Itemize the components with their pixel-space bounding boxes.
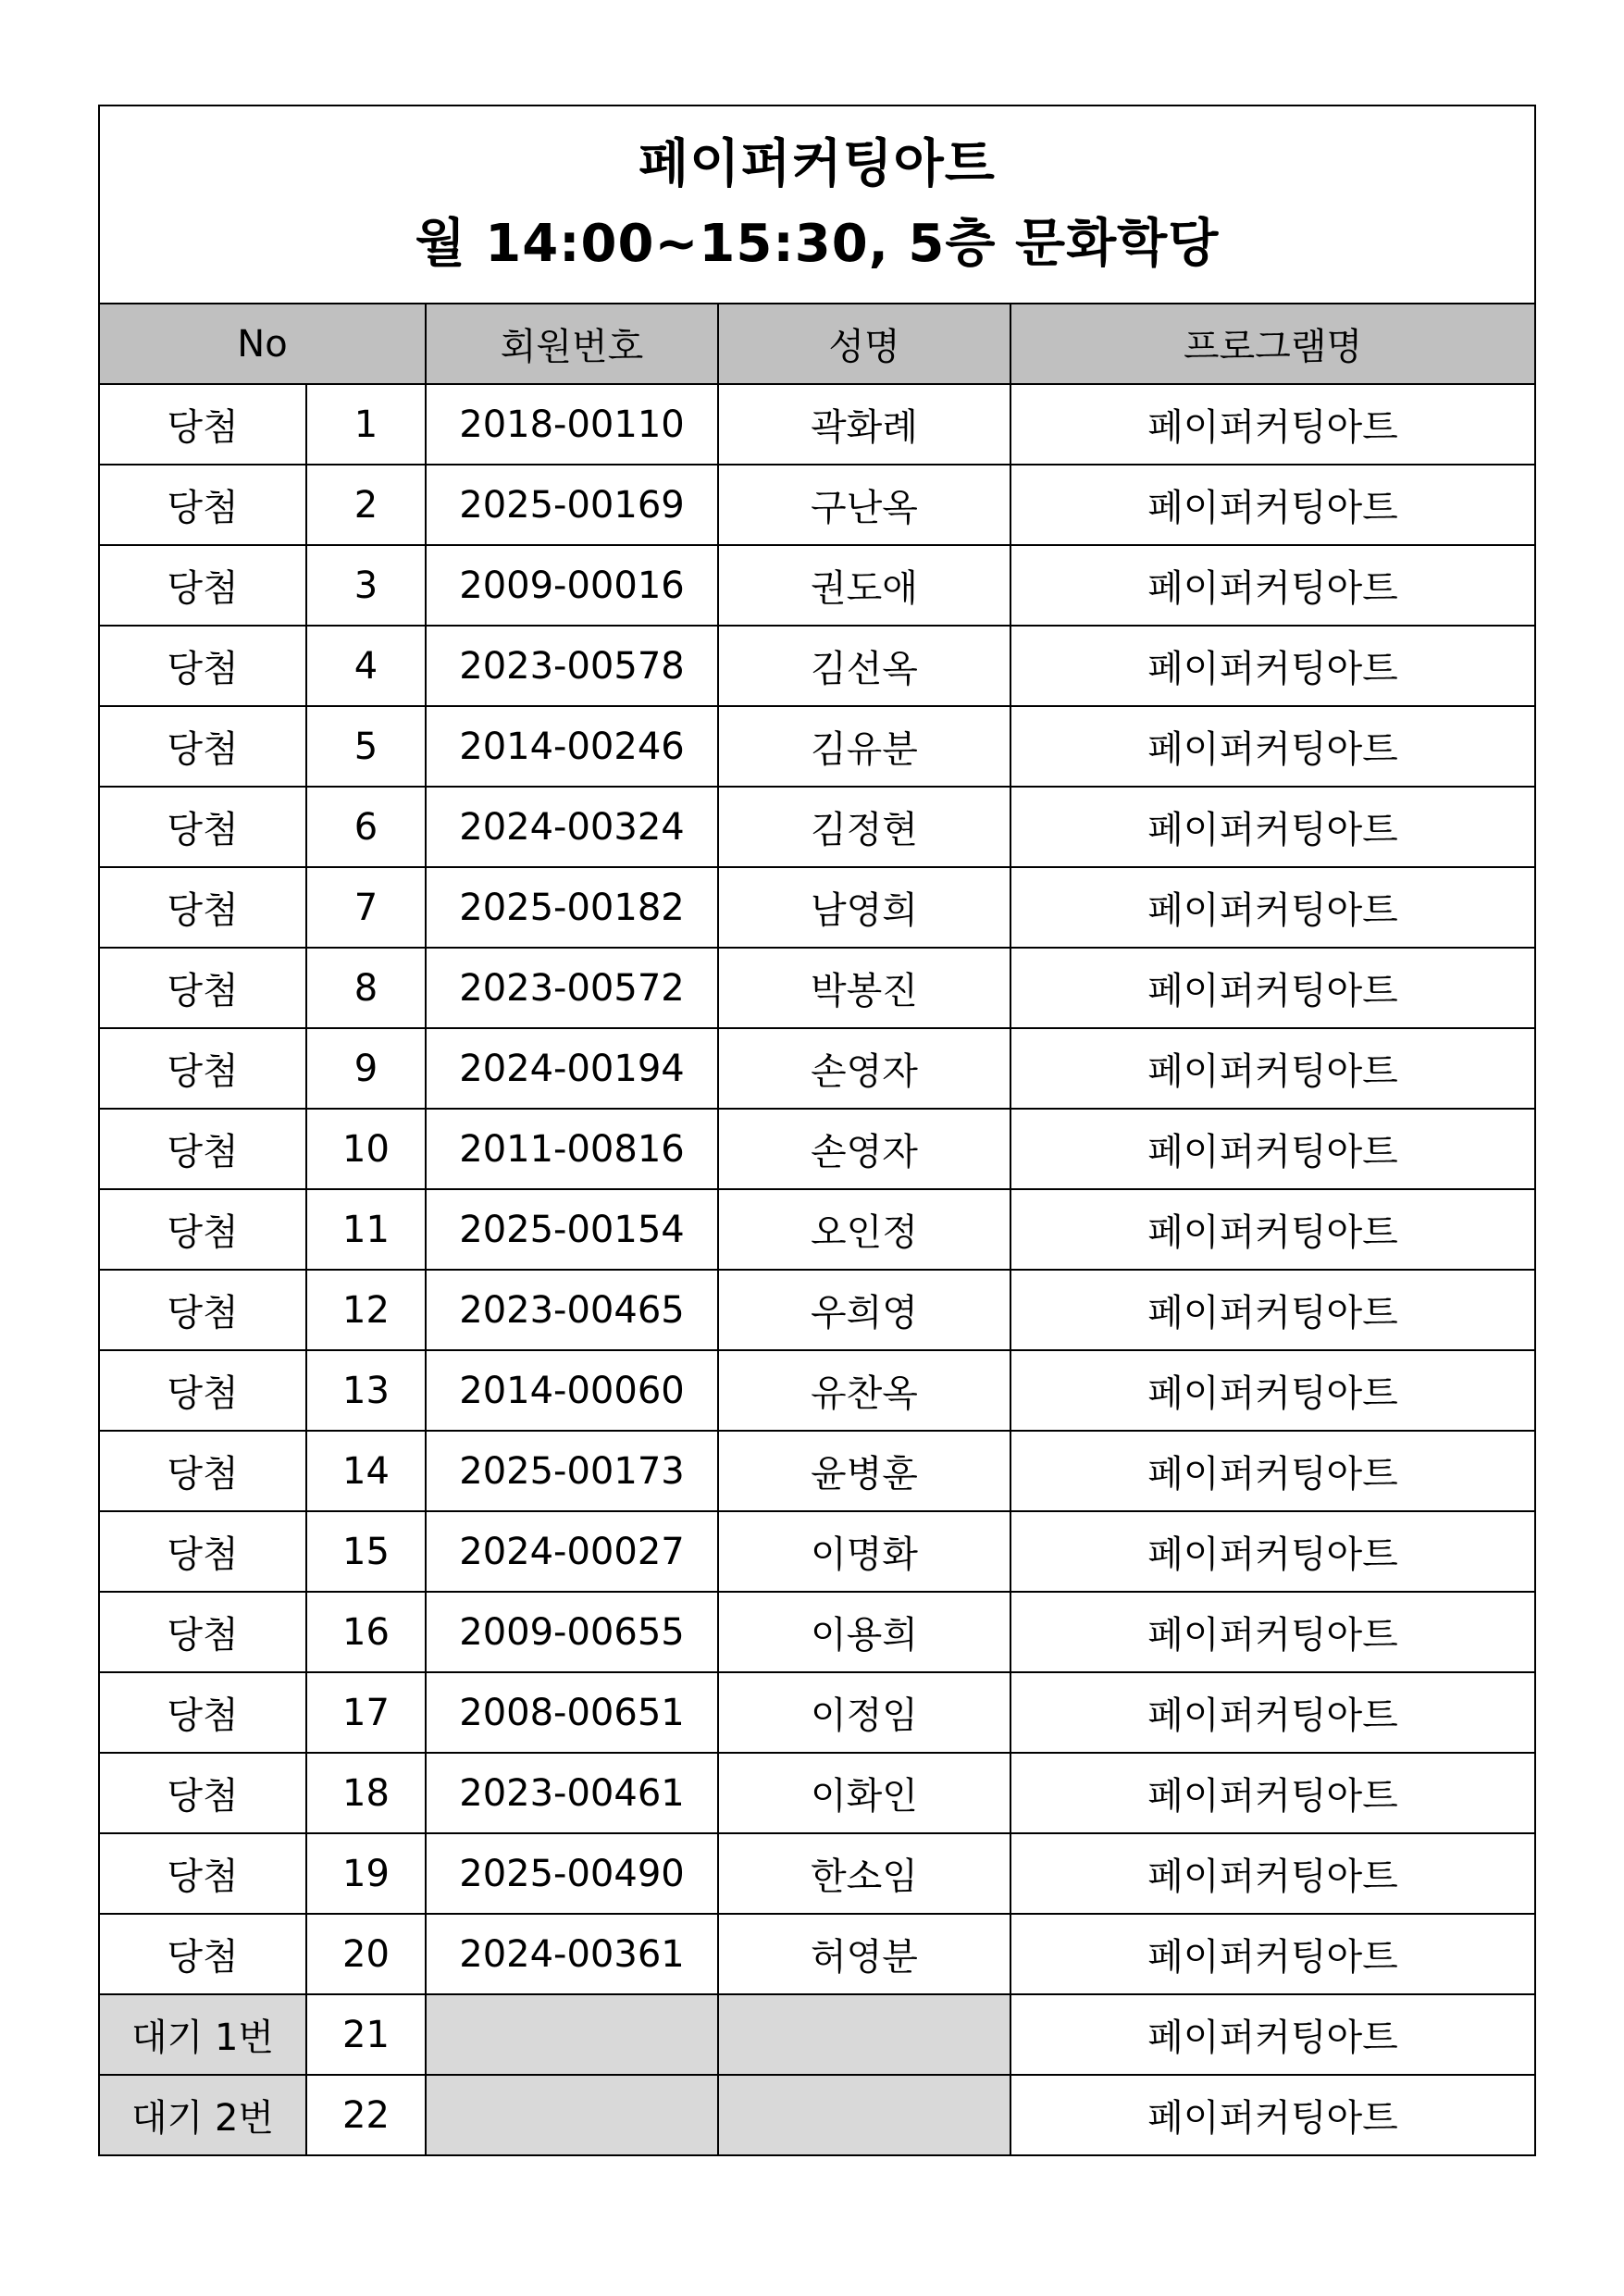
status-cell: 당첨 — [99, 1592, 306, 1672]
header-name: 성명 — [718, 304, 1010, 384]
program-name-cell: 페이퍼커팅아트 — [1010, 1511, 1535, 1592]
table-row — [99, 1753, 1535, 1833]
row-number-cell: 13 — [306, 1350, 426, 1431]
program-name-cell: 페이퍼커팅아트 — [1010, 1672, 1535, 1753]
row-number-cell: 8 — [306, 948, 426, 1028]
program-name-cell: 페이퍼커팅아트 — [1010, 1592, 1535, 1672]
name-cell — [718, 1994, 1010, 2075]
member-id-cell: 2024-00324 — [426, 787, 718, 867]
name-cell: 권도애 — [718, 545, 1010, 626]
table-title — [99, 105, 1535, 304]
program-name-cell: 페이퍼커팅아트 — [1010, 1833, 1535, 1914]
member-id-cell: 2025-00173 — [426, 1431, 718, 1511]
name-cell: 김선옥 — [718, 626, 1010, 706]
status-cell: 당첨 — [99, 1189, 306, 1270]
table-row — [99, 1431, 1535, 1511]
row-number-cell: 17 — [306, 1672, 426, 1753]
member-id-cell: 2018-00110 — [426, 384, 718, 465]
name-cell: 남영희 — [718, 867, 1010, 948]
status-cell: 당첨 — [99, 1914, 306, 1994]
table-row — [99, 465, 1535, 545]
program-name-cell: 페이퍼커팅아트 — [1010, 626, 1535, 706]
table-row — [99, 384, 1535, 465]
title-row — [99, 105, 1535, 304]
name-cell: 유찬옥 — [718, 1350, 1010, 1431]
table-row — [99, 867, 1535, 948]
table-row — [99, 1833, 1535, 1914]
table-row — [99, 1350, 1535, 1431]
row-number-cell: 16 — [306, 1592, 426, 1672]
status-cell: 당첨 — [99, 867, 306, 948]
member-id-cell: 2014-00060 — [426, 1350, 718, 1431]
lottery-result-table — [98, 105, 1536, 2156]
status-cell: 당첨 — [99, 626, 306, 706]
member-id-cell: 2025-00490 — [426, 1833, 718, 1914]
table-row — [99, 1592, 1535, 1672]
program-name-cell: 페이퍼커팅아트 — [1010, 1028, 1535, 1109]
row-number-cell: 12 — [306, 1270, 426, 1350]
status-cell: 당첨 — [99, 787, 306, 867]
row-number-cell: 6 — [306, 787, 426, 867]
member-id-cell: 2009-00655 — [426, 1592, 718, 1672]
name-cell: 이정임 — [718, 1672, 1010, 1753]
program-name-cell: 페이퍼커팅아트 — [1010, 1914, 1535, 1994]
name-cell: 김정현 — [718, 787, 1010, 867]
table-row — [99, 1914, 1535, 1994]
member-id-cell: 2008-00651 — [426, 1672, 718, 1753]
table-row — [99, 1672, 1535, 1753]
header-member-id: 회원번호 — [426, 304, 718, 384]
status-cell: 당첨 — [99, 1028, 306, 1109]
program-name-cell: 페이퍼커팅아트 — [1010, 787, 1535, 867]
table-row — [99, 787, 1535, 867]
member-id-cell: 2011-00816 — [426, 1109, 718, 1189]
status-cell: 당첨 — [99, 948, 306, 1028]
row-number-cell: 22 — [306, 2075, 426, 2155]
row-number-cell: 2 — [306, 465, 426, 545]
status-cell: 당첨 — [99, 545, 306, 626]
waiting-row — [99, 1994, 1535, 2075]
program-name-cell: 페이퍼커팅아트 — [1010, 948, 1535, 1028]
program-name-cell: 페이퍼커팅아트 — [1010, 1350, 1535, 1431]
name-cell: 윤병훈 — [718, 1431, 1010, 1511]
table-row — [99, 1028, 1535, 1109]
name-cell: 김유분 — [718, 706, 1010, 787]
member-id-cell: 2014-00246 — [426, 706, 718, 787]
member-id-cell: 2023-00465 — [426, 1270, 718, 1350]
program-name-cell: 페이퍼커팅아트 — [1010, 867, 1535, 948]
header-row — [99, 304, 1535, 384]
row-number-cell: 15 — [306, 1511, 426, 1592]
status-cell: 당첨 — [99, 1753, 306, 1833]
waiting-row — [99, 2075, 1535, 2155]
name-cell: 오인정 — [718, 1189, 1010, 1270]
name-cell: 한소임 — [718, 1833, 1010, 1914]
member-id-cell: 2025-00169 — [426, 465, 718, 545]
program-name-cell: 페이퍼커팅아트 — [1010, 706, 1535, 787]
program-name-cell: 페이퍼커팅아트 — [1010, 384, 1535, 465]
member-id-cell: 2023-00578 — [426, 626, 718, 706]
name-cell: 우희영 — [718, 1270, 1010, 1350]
member-id-cell: 2023-00461 — [426, 1753, 718, 1833]
program-title: 페이퍼커팅아트 — [638, 134, 996, 194]
status-cell: 대기 1번 — [99, 1994, 306, 2075]
name-cell: 구난옥 — [718, 465, 1010, 545]
program-name-cell: 페이퍼커팅아트 — [1010, 465, 1535, 545]
table-row — [99, 626, 1535, 706]
table-row — [99, 948, 1535, 1028]
row-number-cell: 1 — [306, 384, 426, 465]
header-no: No — [99, 304, 426, 384]
name-cell: 이용희 — [718, 1592, 1010, 1672]
status-cell: 당첨 — [99, 465, 306, 545]
row-number-cell: 19 — [306, 1833, 426, 1914]
row-number-cell: 3 — [306, 545, 426, 626]
table-row — [99, 545, 1535, 626]
program-name-cell: 페이퍼커팅아트 — [1010, 1431, 1535, 1511]
status-cell: 당첨 — [99, 1109, 306, 1189]
name-cell: 이화인 — [718, 1753, 1010, 1833]
program-name-cell: 페이퍼커팅아트 — [1010, 1753, 1535, 1833]
table-row — [99, 1109, 1535, 1189]
row-number-cell: 5 — [306, 706, 426, 787]
member-id-cell — [426, 1994, 718, 2075]
name-cell — [718, 2075, 1010, 2155]
schedule-title: 월 14:00~15:30, 5층 문화학당 — [415, 214, 1220, 274]
status-cell: 당첨 — [99, 1672, 306, 1753]
name-cell: 손영자 — [718, 1028, 1010, 1109]
member-id-cell: 2025-00182 — [426, 867, 718, 948]
program-name-cell: 페이퍼커팅아트 — [1010, 1189, 1535, 1270]
status-cell: 당첨 — [99, 1270, 306, 1350]
status-cell: 대기 2번 — [99, 2075, 306, 2155]
program-name-cell: 페이퍼커팅아트 — [1010, 545, 1535, 626]
table-row — [99, 1270, 1535, 1350]
member-id-cell: 2009-00016 — [426, 545, 718, 626]
table-row — [99, 1189, 1535, 1270]
header-program: 프로그램명 — [1010, 304, 1535, 384]
program-name-cell: 페이퍼커팅아트 — [1010, 1109, 1535, 1189]
member-id-cell: 2024-00027 — [426, 1511, 718, 1592]
row-number-cell: 14 — [306, 1431, 426, 1511]
status-cell: 당첨 — [99, 384, 306, 465]
name-cell: 박봉진 — [718, 948, 1010, 1028]
name-cell: 곽화례 — [718, 384, 1010, 465]
row-number-cell: 18 — [306, 1753, 426, 1833]
member-id-cell: 2025-00154 — [426, 1189, 718, 1270]
row-number-cell: 9 — [306, 1028, 426, 1109]
program-name-cell: 페이퍼커팅아트 — [1010, 1270, 1535, 1350]
name-cell: 손영자 — [718, 1109, 1010, 1189]
member-id-cell — [426, 2075, 718, 2155]
member-id-cell: 2024-00194 — [426, 1028, 718, 1109]
name-cell: 허영분 — [718, 1914, 1010, 1994]
status-cell: 당첨 — [99, 1833, 306, 1914]
status-cell: 당첨 — [99, 1511, 306, 1592]
program-name-cell: 페이퍼커팅아트 — [1010, 2075, 1535, 2155]
row-number-cell: 21 — [306, 1994, 426, 2075]
name-cell: 이명화 — [718, 1511, 1010, 1592]
row-number-cell: 20 — [306, 1914, 426, 1994]
table-row — [99, 706, 1535, 787]
status-cell: 당첨 — [99, 1350, 306, 1431]
member-id-cell: 2024-00361 — [426, 1914, 718, 1994]
status-cell: 당첨 — [99, 1431, 306, 1511]
row-number-cell: 7 — [306, 867, 426, 948]
program-name-cell: 페이퍼커팅아트 — [1010, 1994, 1535, 2075]
status-cell: 당첨 — [99, 706, 306, 787]
member-id-cell: 2023-00572 — [426, 948, 718, 1028]
row-number-cell: 10 — [306, 1109, 426, 1189]
row-number-cell: 11 — [306, 1189, 426, 1270]
table-row — [99, 1511, 1535, 1592]
row-number-cell: 4 — [306, 626, 426, 706]
